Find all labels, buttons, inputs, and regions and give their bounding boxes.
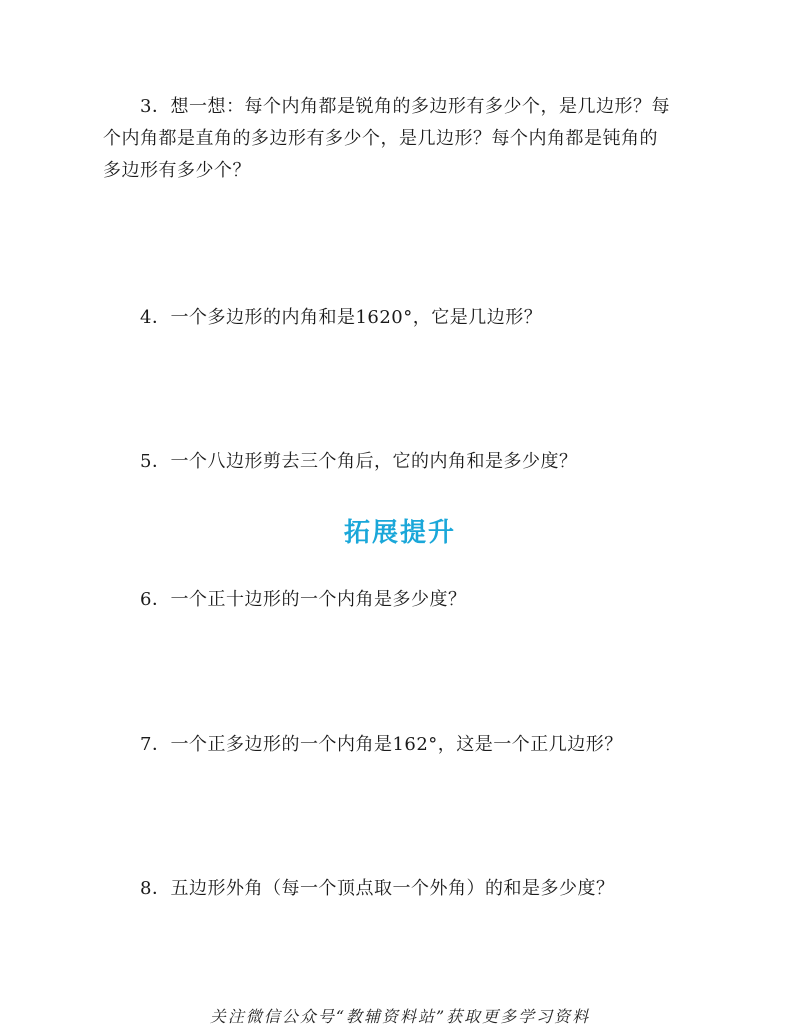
question-3-line-2: 个内角都是直角的多边形有多少个，是几边形？每个内角都是钝角的 — [103, 128, 658, 149]
question-6 — [103, 584, 703, 616]
question-3 — [103, 91, 703, 187]
question-number: 7． — [140, 734, 171, 755]
question-3-line-1 — [103, 91, 703, 123]
question-text: 五边形外角（每一个顶点取一个外角）的和是多少度？ — [170, 878, 615, 899]
question-5 — [103, 446, 703, 478]
question-3-line-3: 多边形有多少个？ — [103, 160, 251, 181]
question-text: 一个八边形剪去三个角后，它的内角和是多少度？ — [170, 451, 578, 472]
question-number: 6． — [140, 589, 171, 610]
question-number: 3． — [140, 96, 171, 117]
question-6-line-1 — [103, 584, 703, 616]
question-5-line-1 — [103, 446, 703, 478]
question-4 — [103, 302, 703, 334]
footer-promo-text: 关注微信公众号“教辅资料站”获取更多学习资料 — [209, 1007, 591, 1026]
question-text: 一个正十边形的一个内角是多少度？ — [170, 589, 467, 610]
question-number: 4． — [140, 307, 171, 328]
question-4-line-1 — [103, 302, 703, 334]
question-number: 8． — [140, 878, 171, 899]
question-8 — [103, 873, 703, 905]
question-8-line-1 — [103, 873, 703, 905]
question-text: 一个正多边形的一个内角是162°，这是一个正几边形？ — [170, 734, 623, 755]
question-text: 一个多边形的内角和是1620°，它是几边形？ — [170, 307, 543, 328]
question-7 — [103, 729, 703, 761]
section-title: 拓展提升 — [343, 518, 456, 548]
question-number: 5． — [140, 451, 171, 472]
question-text: 想一想：每个内角都是锐角的多边形有多少个，是几边形？每 — [170, 96, 670, 117]
question-7-line-1 — [103, 729, 703, 761]
